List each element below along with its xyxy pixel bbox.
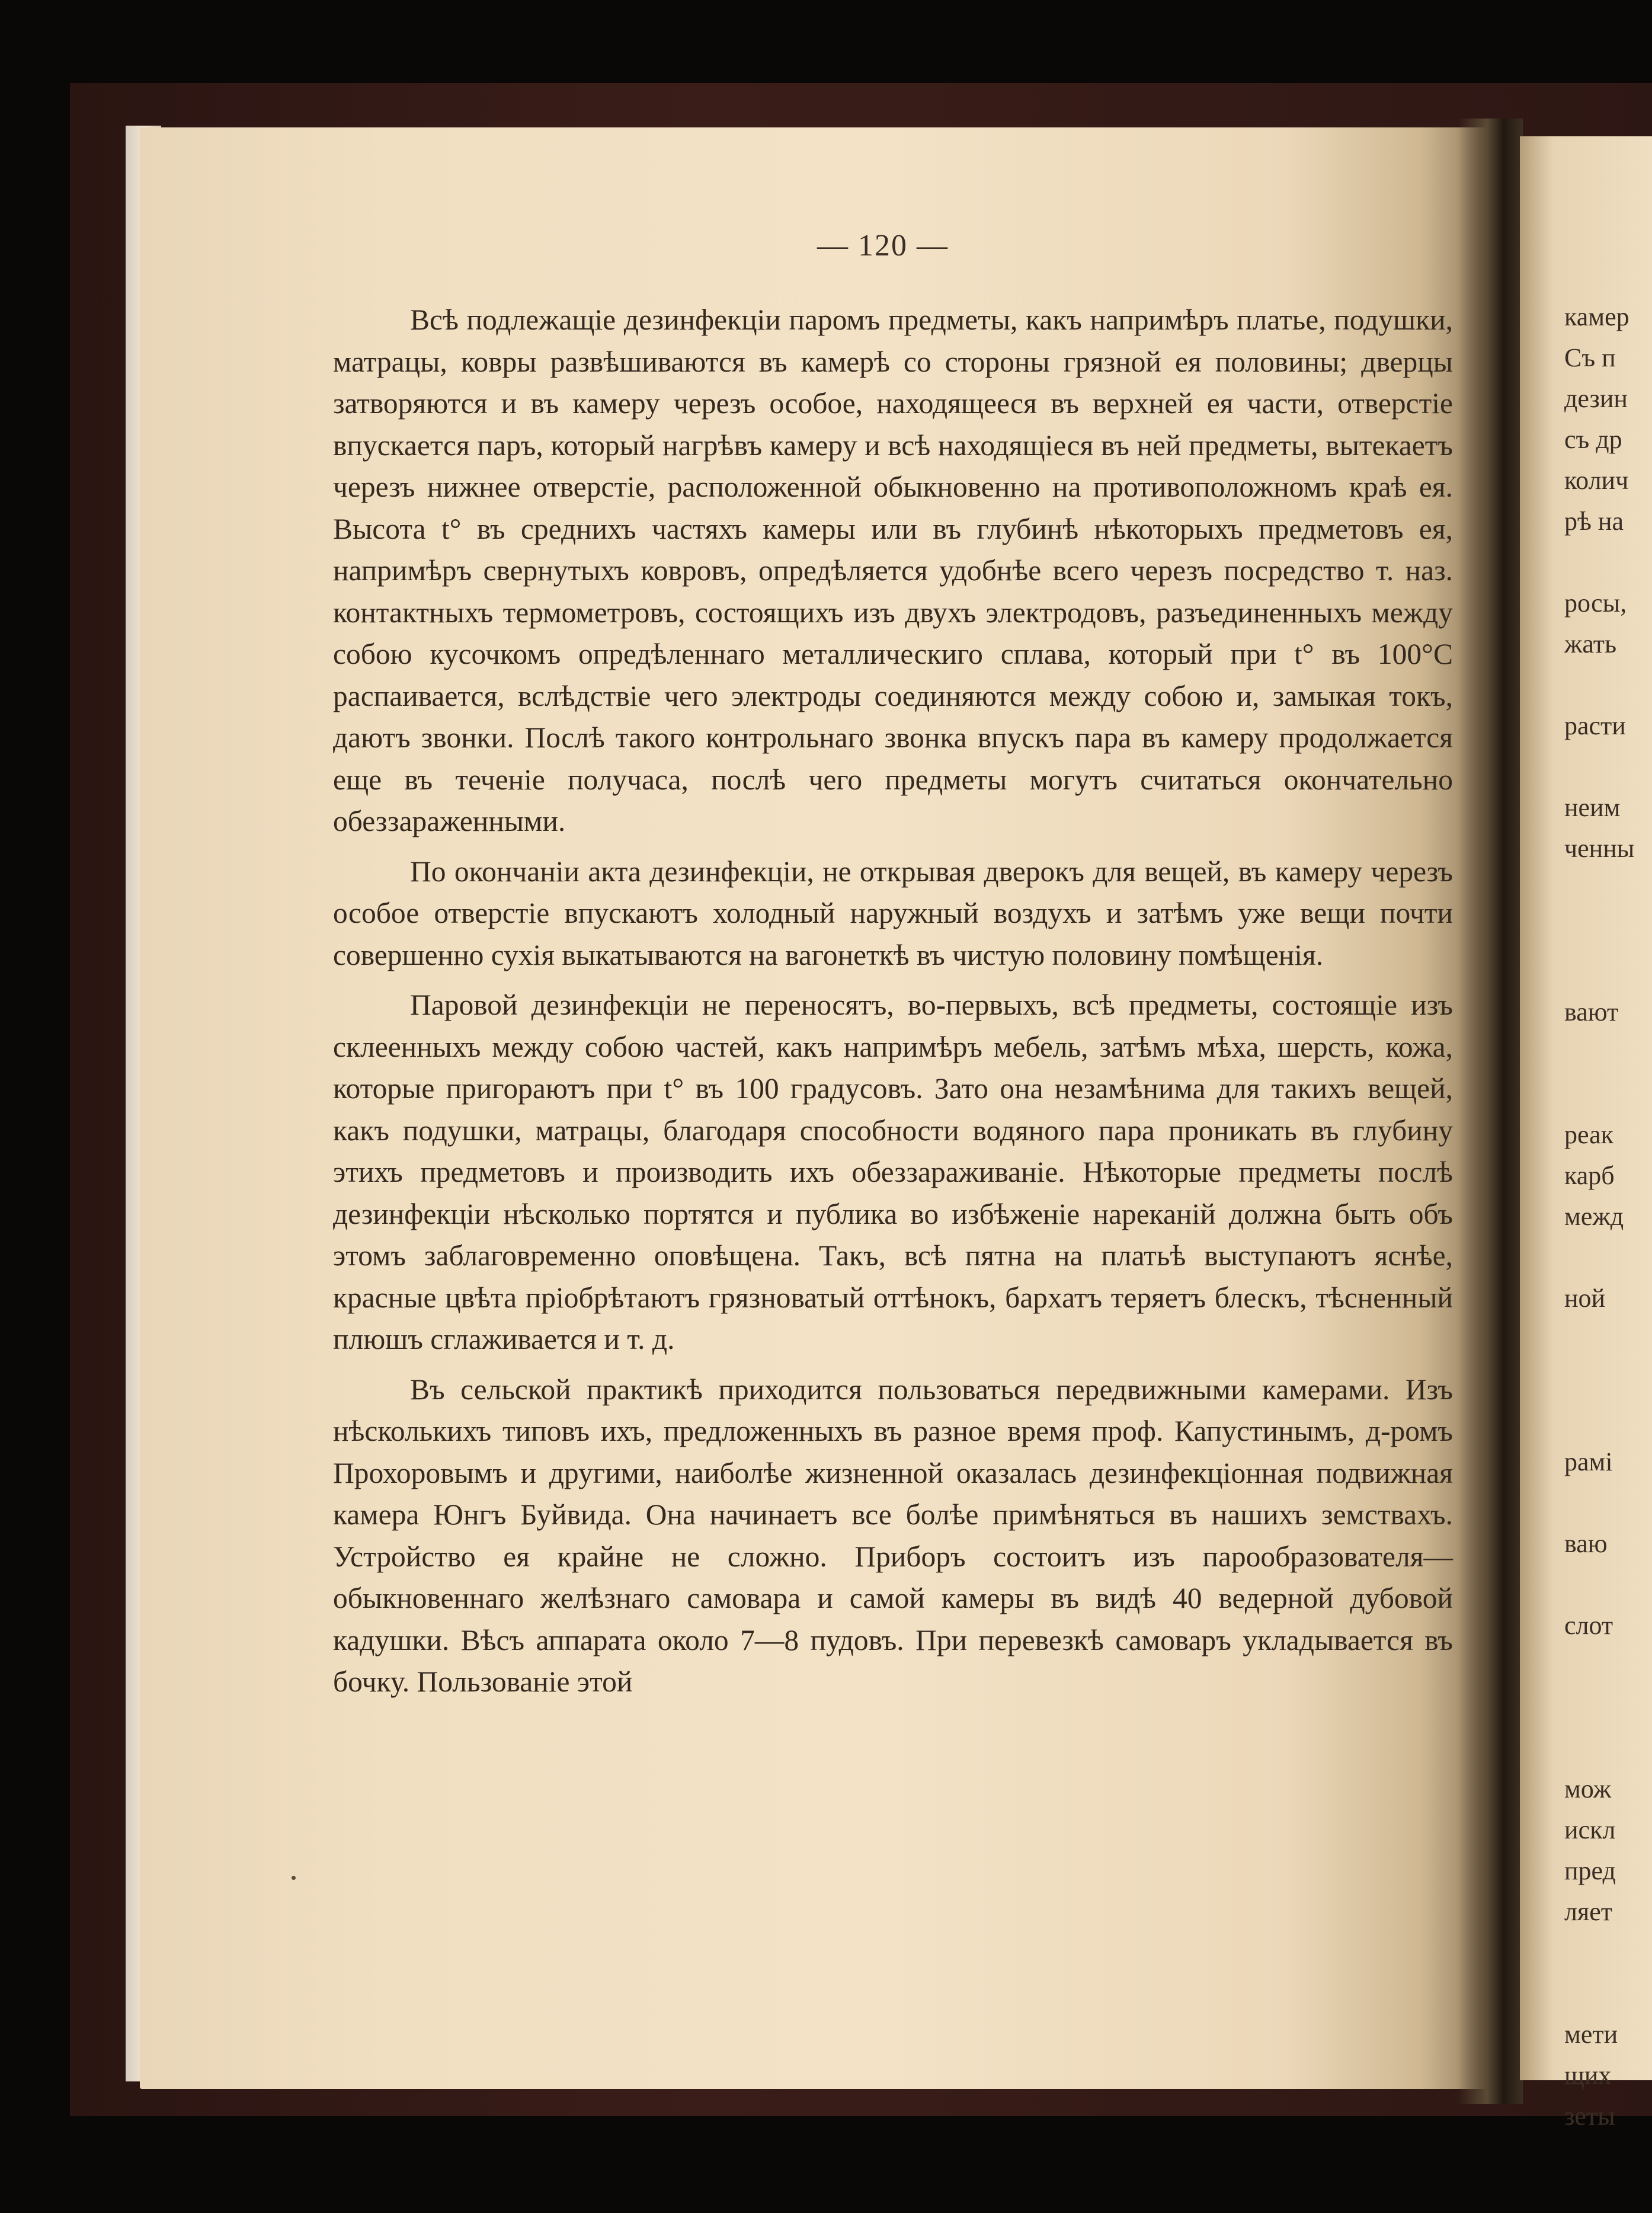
next-page-line: пред [1564,1856,1616,1885]
paragraph: Паровой дезинфекціи не переносятъ, во-первыхъ, всѣ предметы, состоящіе изъ склеенныхъ между собою частей, какъ напримѣръ мебель, затѣмъ мѣха, шерсть, кожа, которые пригораютъ при t° въ 100 градусовъ. Зато она незамѣнима для такихъ вещей, какъ подушки, матрацы, благодаря способности водяного пара проникать въ глубину этихъ предметовъ и производить ихъ обеззараживаніе. Нѣкоторые предметы послѣ дезинфекціи нѣсколько портятся и публика во избѣженіе нареканій должна быть объ этомъ заблаговременно оповѣщена. Такъ, всѣ пятна на платьѣ выступаютъ яснѣе, красные цвѣта пріобрѣтаютъ грязноватый оттѣнокъ, бархатъ теряетъ блескъ, тѣсненный плюшъ сглаживается и т. д. [333,989,1453,1355]
next-page-line: колич [1564,466,1629,495]
paragraph: По окончаніи акта дезинфекціи, не открывая дверокъ для вещей, въ камеру черезъ особое отверстіе впускаютъ холодный наружный воздухъ и затѣмъ уже вещи почти совершенно сухія выкатываются на вагонеткѣ въ чистую половину помѣщенія. [333,855,1453,971]
next-page-line: реак [1564,1120,1613,1149]
next-page-text [1564,296,1652,2137]
next-page-line [1564,951,1652,992]
next-page-line: мож [1564,1774,1612,1803]
next-page-line: дезин [1564,384,1628,413]
next-page-line [1564,664,1652,705]
next-page-line [1564,542,1652,583]
next-page-line: щих [1564,2061,1612,2090]
next-page-line: росы, [1564,589,1627,618]
next-page-line [1564,1032,1652,1073]
next-page-line [1564,746,1652,787]
next-page-line: искл [1564,1815,1616,1844]
page-number: — 120 — [817,229,949,263]
next-page-line: расти [1564,711,1626,740]
next-page-line: вают [1564,997,1619,1026]
next-page-line [1564,1073,1652,1114]
next-page-line: ченны [1564,834,1635,863]
margin-dot [292,1876,296,1880]
next-page-line [1564,1482,1652,1523]
next-page-line [1564,1646,1652,1687]
next-page-line: камер [1564,302,1629,331]
next-page-line: зеты [1564,2102,1615,2131]
main-text [333,299,1453,1703]
next-page-line [1564,1932,1652,1973]
next-page-line: межд [1564,1202,1624,1231]
book-gutter [1458,119,1523,2104]
next-page-line [1564,1973,1652,2014]
next-page-line: ляет [1564,1897,1612,1926]
next-page-line: неим [1564,793,1621,822]
next-page-line: рѣ на [1564,507,1624,536]
paragraph: Въ сельской практикѣ приходится пользоваться передвижными камерами. Изъ нѣсколькихъ типовъ ихъ, предложенныхъ въ разное время проф. Капустинымъ, д-ромъ Прохоровымъ и другими, наиболѣе жизненной оказалась дезинфекціонная подвижная камера Юнгъ Буйвида. Она начинаетъ все болѣе примѣняться въ нашихъ земствахъ. Устройство ея крайне не сложно. Приборъ состоитъ изъ парообразователя—обыкновеннаго желѣзнаго самовара и самой камеры въ видѣ 40 ведерной дубовой кадушки. Вѣсъ аппарата около 7—8 пудовъ. При перевезкѣ самоваръ укладывается въ бочку. Пользованіе этой [333,1373,1453,1698]
next-page-line: жать [1564,629,1617,658]
next-page-line [1564,1360,1652,1400]
next-page-line [1564,1319,1652,1360]
next-page-line [1564,1237,1652,1278]
next-page-line: мети [1564,2020,1618,2049]
paragraph: Всѣ подлежащіе дезинфекціи паромъ предметы, какъ напримѣръ платье, подушки, матрацы, ковры развѣшиваются въ камерѣ со стороны грязной ея половины; дверцы затворяются и въ камеру черезъ особое, находящееся въ верхней ея части, отверстіе впускается паръ, который нагрѣвъ камеру и всѣ находящіеся въ ней предметы, вытекаетъ черезъ нижнее отверстіе, расположенной обыкновенно на противоположномъ краѣ ея. Высота t° въ среднихъ частяхъ камеры или въ глубинѣ нѣкоторыхъ предметовъ ея, напримѣръ свернутыхъ ковровъ, опредѣляется удобнѣе всего черезъ посредство т. наз. контактныхъ термометровъ, состоящихъ изъ двухъ электродовъ, разъединенныхъ между собою кусочкомъ опредѣленнаго металлическиго сплава, который при t° въ 100°С распаивается, вслѣдствіе чего электроды соединяются между собою и, замыкая токъ, даютъ звонки. Послѣ такого контрольнаго звонка впускъ пара въ камеру продолжается еще въ теченіе получаса, послѣ чего предметы могутъ считаться окончательно обеззараженными. [333,303,1453,837]
next-page-line: карб [1564,1161,1615,1190]
next-page-line: слот [1564,1611,1613,1640]
next-page-line [1564,910,1652,951]
next-page-line: ваю [1564,1529,1608,1558]
next-page-line: Съ п [1564,343,1616,372]
next-page-line [1564,1728,1652,1769]
next-page-line: ной [1564,1284,1606,1313]
next-page-line: съ др [1564,425,1622,454]
next-page-line [1564,869,1652,910]
next-page-line: рамі [1564,1447,1613,1476]
next-page-line [1564,1400,1652,1441]
next-page-line [1564,1564,1652,1605]
next-page-line [1564,1687,1652,1728]
